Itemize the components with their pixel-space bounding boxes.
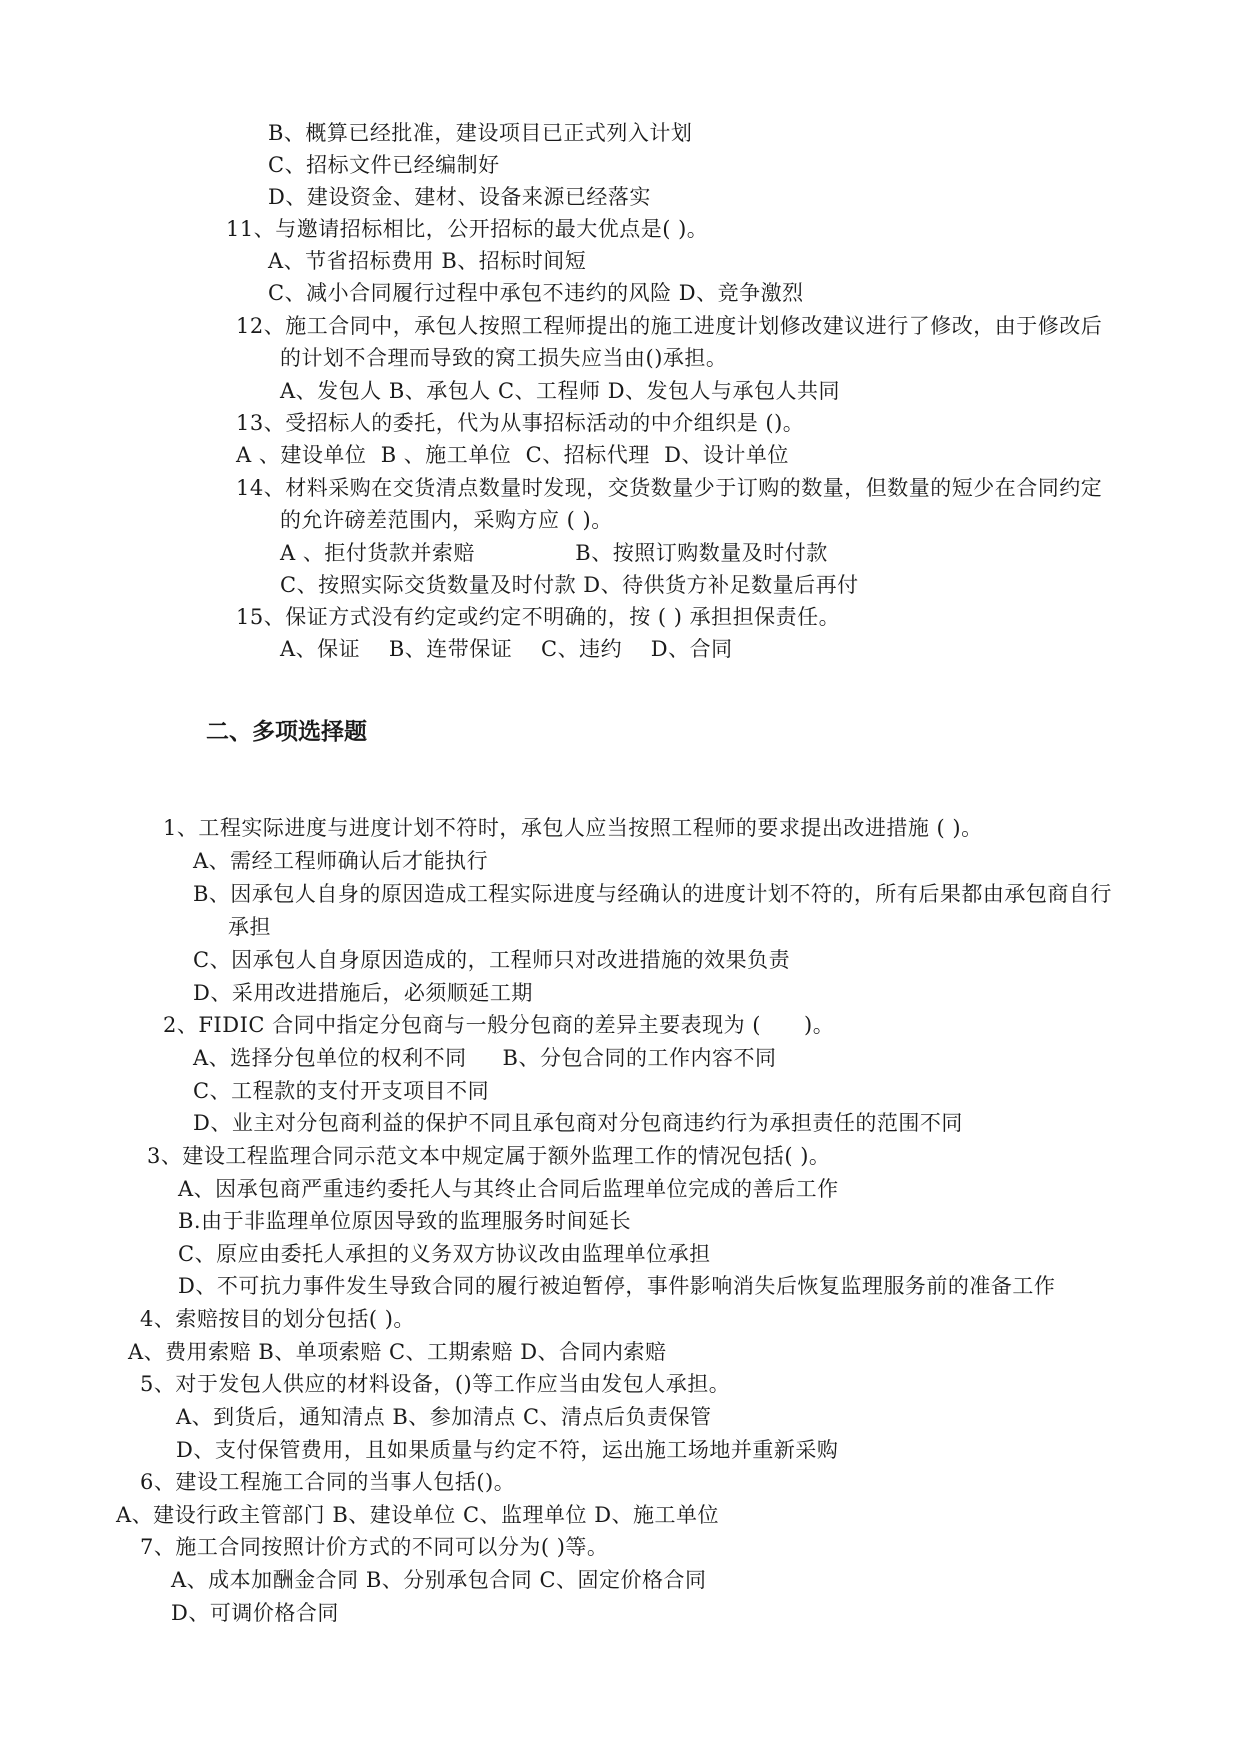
option-line: A、建设行政主管部门 B、建设单位 C、监理单位 D、施工单位 [116, 1503, 720, 1527]
question-line: 1、工程实际进度与进度计划不符时，承包人应当按照工程师的要求提出改进措施 ( )。 [163, 816, 983, 840]
option-line: B、因承包人自身的原因造成工程实际进度与经确认的进度计划不符的，所有后果都由承包商自行 [193, 882, 1112, 906]
option-line: B.由于非监理单位原因导致的监理服务时间延长 [178, 1209, 632, 1233]
option-line: C、工程款的支付开支项目不同 [193, 1079, 490, 1103]
option-line: D、不可抗力事件发生导致合同的履行被迫暂停，事件影响消失后恢复监理服务前的准备工作 [178, 1274, 1056, 1298]
option-line: A、需经工程师确认后才能执行 [193, 849, 489, 873]
option-line: 承担 [228, 915, 271, 939]
question-line: 的计划不合理而导致的窝工损失应当由()承担。 [280, 346, 728, 370]
question-line: 11、与邀请招标相比，公开招标的最大优点是( )。 [226, 217, 709, 241]
question-line: 2、FIDIC 合同中指定分包商与一般分包商的差异主要表现为 ( )。 [163, 1013, 835, 1037]
option-line: A、选择分包单位的权利不同 B、分包合同的工作内容不同 [193, 1046, 777, 1070]
option-line: D、采用改进措施后，必须顺延工期 [193, 981, 533, 1005]
option-line: A 、建设单位 B 、施工单位 C、招标代理 D、设计单位 [236, 443, 789, 467]
question-line: 15、保证方式没有约定或约定不明确的，按 ( ) 承担担保责任。 [236, 605, 841, 629]
option-line: B、概算已经批准，建设项目已正式列入计划 [268, 121, 693, 145]
option-line: D、业主对分包商利益的保护不同且承包商对分包商违约行为承担责任的范围不同 [193, 1111, 963, 1135]
option-line: D、支付保管费用，且如果质量与约定不符，运出施工场地并重新采购 [176, 1438, 839, 1462]
option-line: A、成本加酬金合同 B、分别承包合同 C、固定价格合同 [171, 1568, 707, 1592]
option-line: C、按照实际交货数量及时付款 D、待供货方补足数量后再付 [280, 573, 859, 597]
option-line: C、招标文件已经编制好 [268, 153, 500, 177]
option-line: D、建设资金、建材、设备来源已经落实 [268, 185, 651, 209]
question-line: 6、建设工程施工合同的当事人包括()。 [140, 1470, 516, 1494]
option-line: A、到货后，通知清点 B、参加清点 C、清点后负责保管 [176, 1405, 712, 1429]
question-line: 3、建设工程监理合同示范文本中规定属于额外监理工作的情况包括( )。 [147, 1144, 831, 1168]
option-line: A、费用索赔 B、单项索赔 C、工期索赔 D、合同内索赔 [128, 1340, 667, 1364]
option-line: A、保证 B、连带保证 C、违约 D、合同 [280, 637, 733, 661]
option-line: C、因承包人自身原因造成的，工程师只对改进措施的效果负责 [193, 948, 791, 972]
question-line: 12、施工合同中，承包人按照工程师提出的施工进度计划修改建议进行了修改，由于修改后 [236, 314, 1103, 338]
option-line: D、可调价格合同 [171, 1601, 339, 1625]
option-line: A、因承包商严重违约委托人与其终止合同后监理单位完成的善后工作 [178, 1177, 839, 1201]
question-line: 14、材料采购在交货清点数量时发现，交货数量少于订购的数量，但数量的短少在合同约定 [236, 476, 1103, 500]
option-line: C、原应由委托人承担的义务双方协议改由监理单位承担 [178, 1242, 711, 1266]
question-line: 4、索赔按目的划分包括( )。 [140, 1307, 415, 1331]
option-line: A 、拒付货款并索赔 B、按照订购数量及时付款 [280, 541, 828, 565]
question-line: 5、对于发包人供应的材料设备，()等工作应当由发包人承担。 [140, 1372, 731, 1396]
option-line: A、节省招标费用 B、招标时间短 [268, 249, 587, 273]
option-line: C、减小合同履行过程中承包不违约的风险 D、竞争激烈 [268, 281, 804, 305]
question-line: 的允许磅差范围内，采购方应 ( )。 [280, 508, 613, 532]
question-line: 7、施工合同按照计价方式的不同可以分为( )等。 [140, 1535, 609, 1559]
option-line: A、发包人 B、承包人 C、工程师 D、发包人与承包人共同 [280, 379, 841, 403]
section-heading: 二、多项选择题 [206, 719, 367, 745]
question-line: 13、受招标人的委托，代为从事招标活动的中介组织是 ()。 [236, 411, 805, 435]
